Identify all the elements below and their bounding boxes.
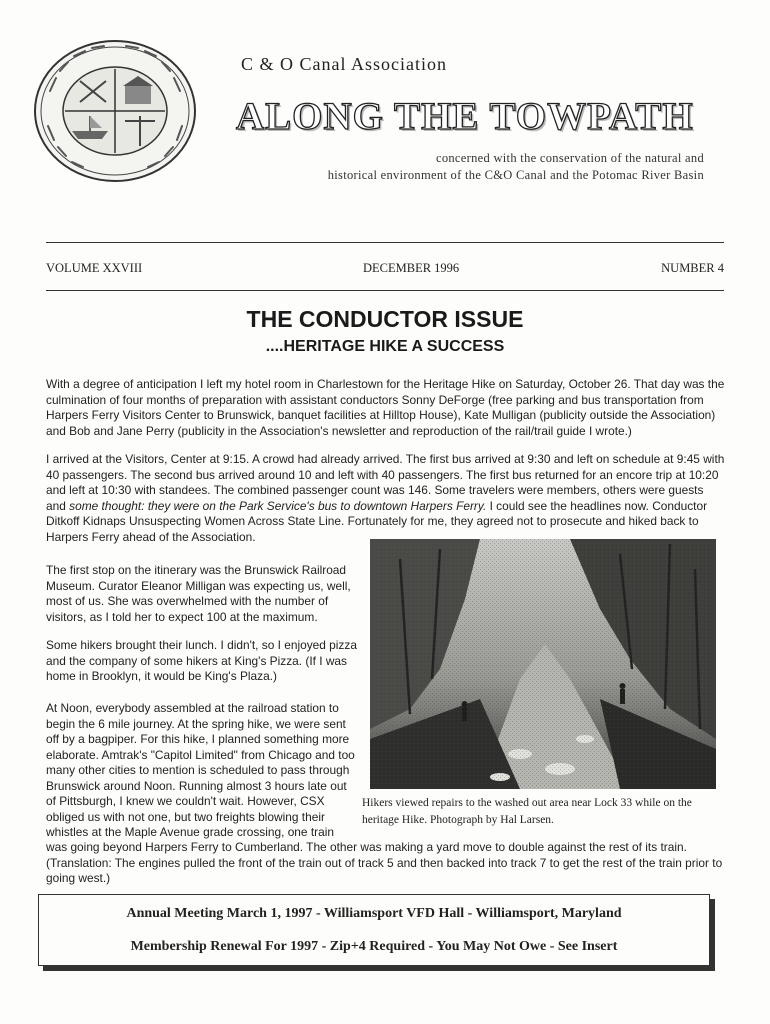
issue-number: NUMBER 4: [661, 261, 724, 275]
article-headline: THE CONDUCTOR ISSUE: [246, 306, 524, 332]
organization-name: C & O Canal Association: [241, 54, 447, 74]
article-subheadline: ....HERITAGE HIKE A SUCCESS: [265, 338, 505, 355]
membership-renewal-notice: Membership Renewal For 1997 - Zip+4 Required - You May Not Owe - See Insert: [130, 939, 618, 954]
issue-date: DECEMBER 1996: [363, 261, 460, 275]
newsletter-title: ALONG THE TOWPATH: [236, 95, 694, 138]
trail-photograph: [370, 539, 716, 789]
top-rule: [46, 242, 724, 243]
canal-company-seal: [30, 36, 200, 186]
annual-meeting-notice: Annual Meeting March 1, 1997 - Williamsport VFD Hall - Williamsport, Maryland: [126, 906, 622, 921]
bottom-rule: [46, 290, 724, 291]
photo-caption: Hikers viewed repairs to the washed out area near Lock 33 while on the heritage Hike. Photograph by Hal Larsen.: [362, 797, 692, 826]
paragraph-2-part-a: I arrived at the Visitors, Center at 9:15. A crowd had already arrived. The first bus arrived at 9:30 and left on schedule at 9:45 with 40 passengers. The second bus arrived around 10 and left with 40 passengers. The first bus returned for an encore trip at 10:20 and left at 10:30 with standees. The combined passenger count was 146. Some travelers were members, others were guests and: [46, 452, 725, 513]
paragraph-2-part-b: I could see the headlines now. Conductor Ditkoff Kidnaps Unsuspecting Women Across State Line. Fortunately for me, they agreed not to prosecute and hiked back to Harpers Ferry ahead of the Association.: [46, 498, 708, 544]
paragraph-6: was going beyond Harpers Ferry to Cumberland. The other was making a yard move to double against the rest of its train. (Translation: The engines pulled the front of the train out of track 5 and then backed into track 7 to get the rest of the train prior to going west.): [46, 840, 723, 885]
announcement-box: [38, 894, 710, 966]
tagline: [224, 150, 704, 184]
paragraph-3: The first stop on the itinerary was the Brunswick Railroad Museum. Curator Eleanor Milligan was expecting us, well, most of us. She was overwhelmed with the number of visitors, as I told her to expect 100 at the maximum.: [46, 563, 351, 624]
paragraph-1: With a degree of anticipation I left my hotel room in Charlestown for the Heritage Hike on Saturday, October 26. That day was the culmination of four months of preparation with assistant conductors Sonny DeForge (free parking and bus transportation from Harpers Ferry Visitors Center to Brunswick, banquet facilities at Hilltop House), Kate Mulligan (publicity outside the Association) and Bob and Jane Perry (publicity in the Association's newsletter and reproduction of the rail/trail guide I wrote.): [46, 377, 725, 438]
tagline-line-2: historical environment of the C&O Canal and the Potomac River Basin: [327, 168, 704, 182]
paragraph-2-italic: some thought: they were on the Park Service's bus to downtown Harpers Ferry.: [69, 498, 487, 513]
volume-label: VOLUME XXVIII: [46, 261, 143, 275]
paragraph-2: [46, 452, 726, 545]
tagline-line-1: concerned with the conservation of the natural and: [435, 151, 704, 165]
paragraph-5: At Noon, everybody assembled at the railroad station to begin the 6 mile journey. At the spring hike, we were sent off by a bagpiper. For this hike, I planned something more elaborate. Amtrak's "Capitol Limited" from Chicago and too many other cities to mention is scheduled to pass through Brunswick around Noon. Running almost 3 hours late out of Pittsburgh, I knew we couldn't wait. However, CSX obliged us with not one, but two freights blowing their whistles at the Maple Avenue grade crossing, one train: [46, 701, 355, 839]
paragraph-4: Some hikers brought their lunch. I didn't, so I enjoyed pizza and the company of some hikers at King's Pizza. (If I was home in Brooklyn, it would be King's Plaza.): [46, 638, 357, 683]
